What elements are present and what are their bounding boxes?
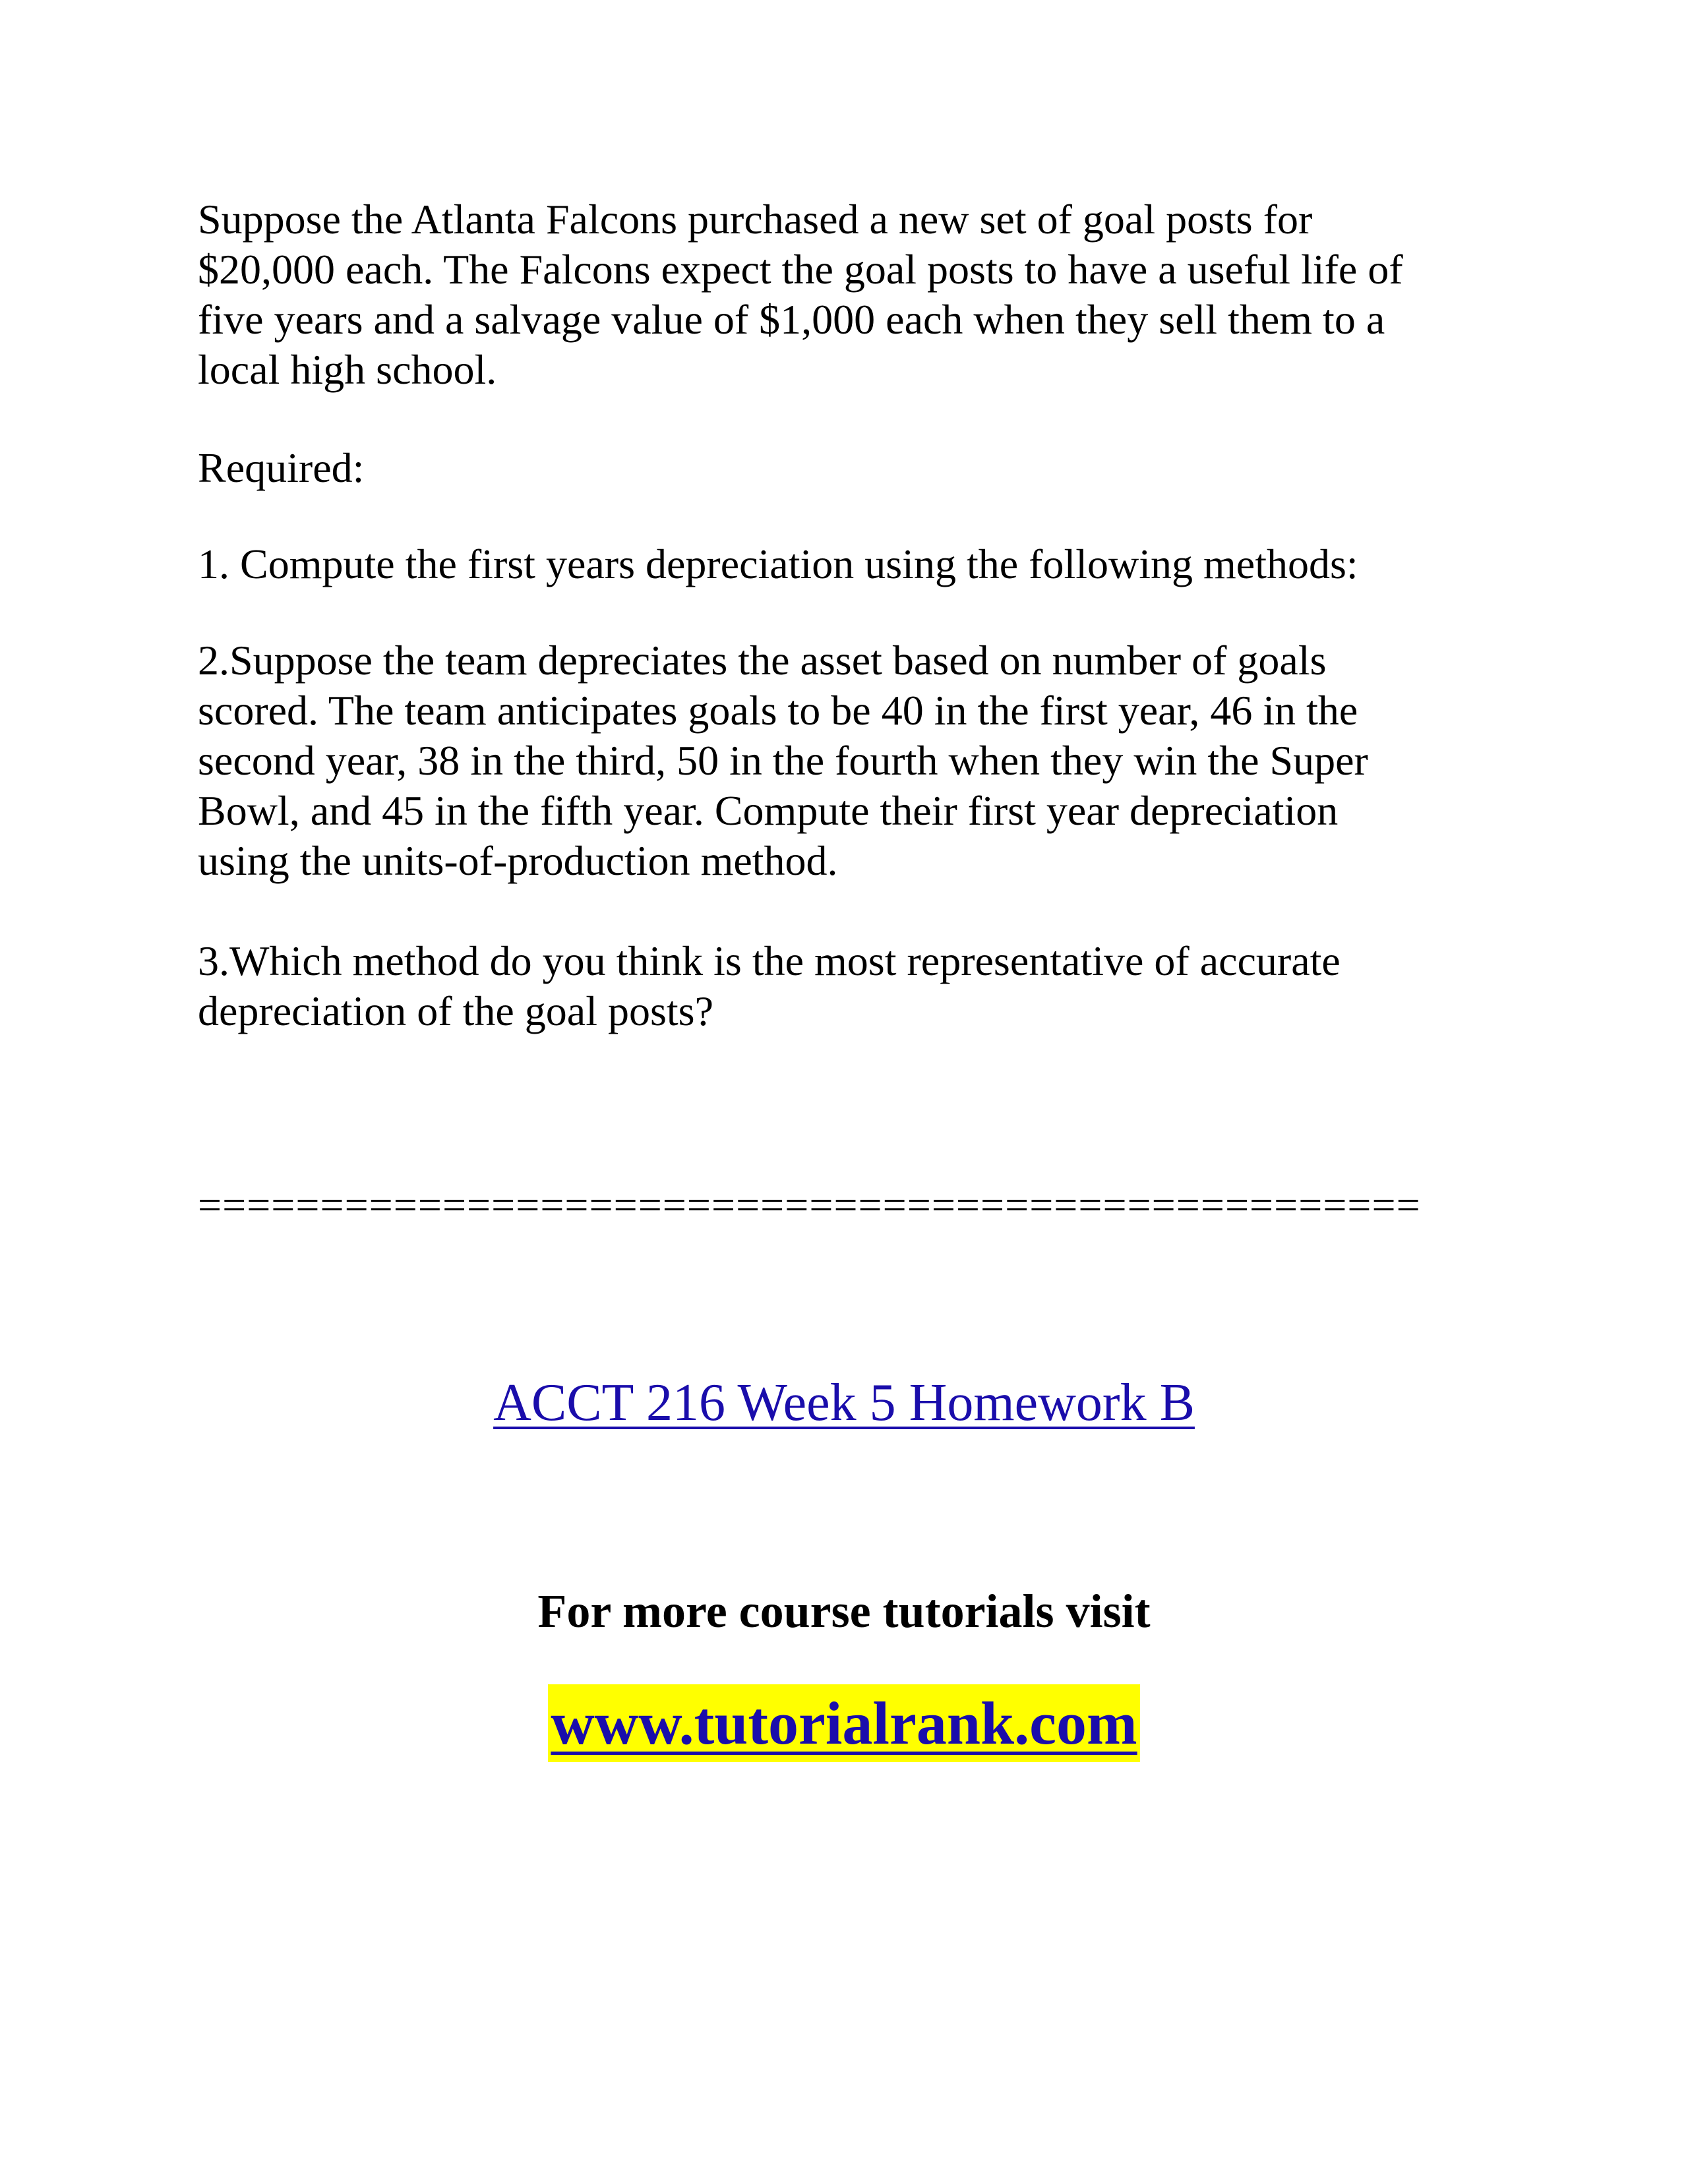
question-2-line: 2.Suppose the team depreciates the asset based on number of goals <box>198 637 1327 684</box>
intro-line: Suppose the Atlanta Falcons purchased a new set of goal posts for <box>198 196 1313 243</box>
course-link-container <box>0 1371 1688 1434</box>
divider-line: ================================================== <box>198 1181 1421 1228</box>
question-2-line: scored. The team anticipates goals to be 40 in the first year, 46 in the <box>198 687 1358 734</box>
required-label <box>198 443 1490 493</box>
intro-line: local high school. <box>198 346 497 393</box>
required-text: Required: <box>198 444 365 491</box>
question-2-line: Bowl, and 45 in the fifth year. Compute their first year depreciation <box>198 787 1339 834</box>
visit-text: For more course tutorials visit <box>537 1585 1151 1638</box>
question-3-line: 3.Which method do you think is the most representative of accurate <box>198 937 1341 984</box>
intro-line: five years and a salvage value of $1,000 each when they sell them to a <box>198 296 1385 343</box>
question-2 <box>198 635 1490 886</box>
question-1-text: 1. Compute the first years depreciation using the following methods: <box>198 541 1358 587</box>
intro-line: $20,000 each. The Falcons expect the goal posts to have a useful life of <box>198 246 1403 293</box>
question-1 <box>198 539 1490 589</box>
question-2-line: using the units-of-production method. <box>198 837 838 884</box>
intro-paragraph <box>198 194 1490 395</box>
question-3 <box>198 936 1490 1036</box>
question-2-line: second year, 38 in the third, 50 in the fourth when they win the Super <box>198 737 1368 784</box>
course-link[interactable]: ACCT 216 Week 5 Homework B <box>493 1374 1195 1432</box>
question-3-line: depreciation of the goal posts? <box>198 988 713 1034</box>
site-link-container <box>0 1684 1688 1762</box>
site-link[interactable]: www.tutorialrank.com <box>548 1684 1139 1762</box>
